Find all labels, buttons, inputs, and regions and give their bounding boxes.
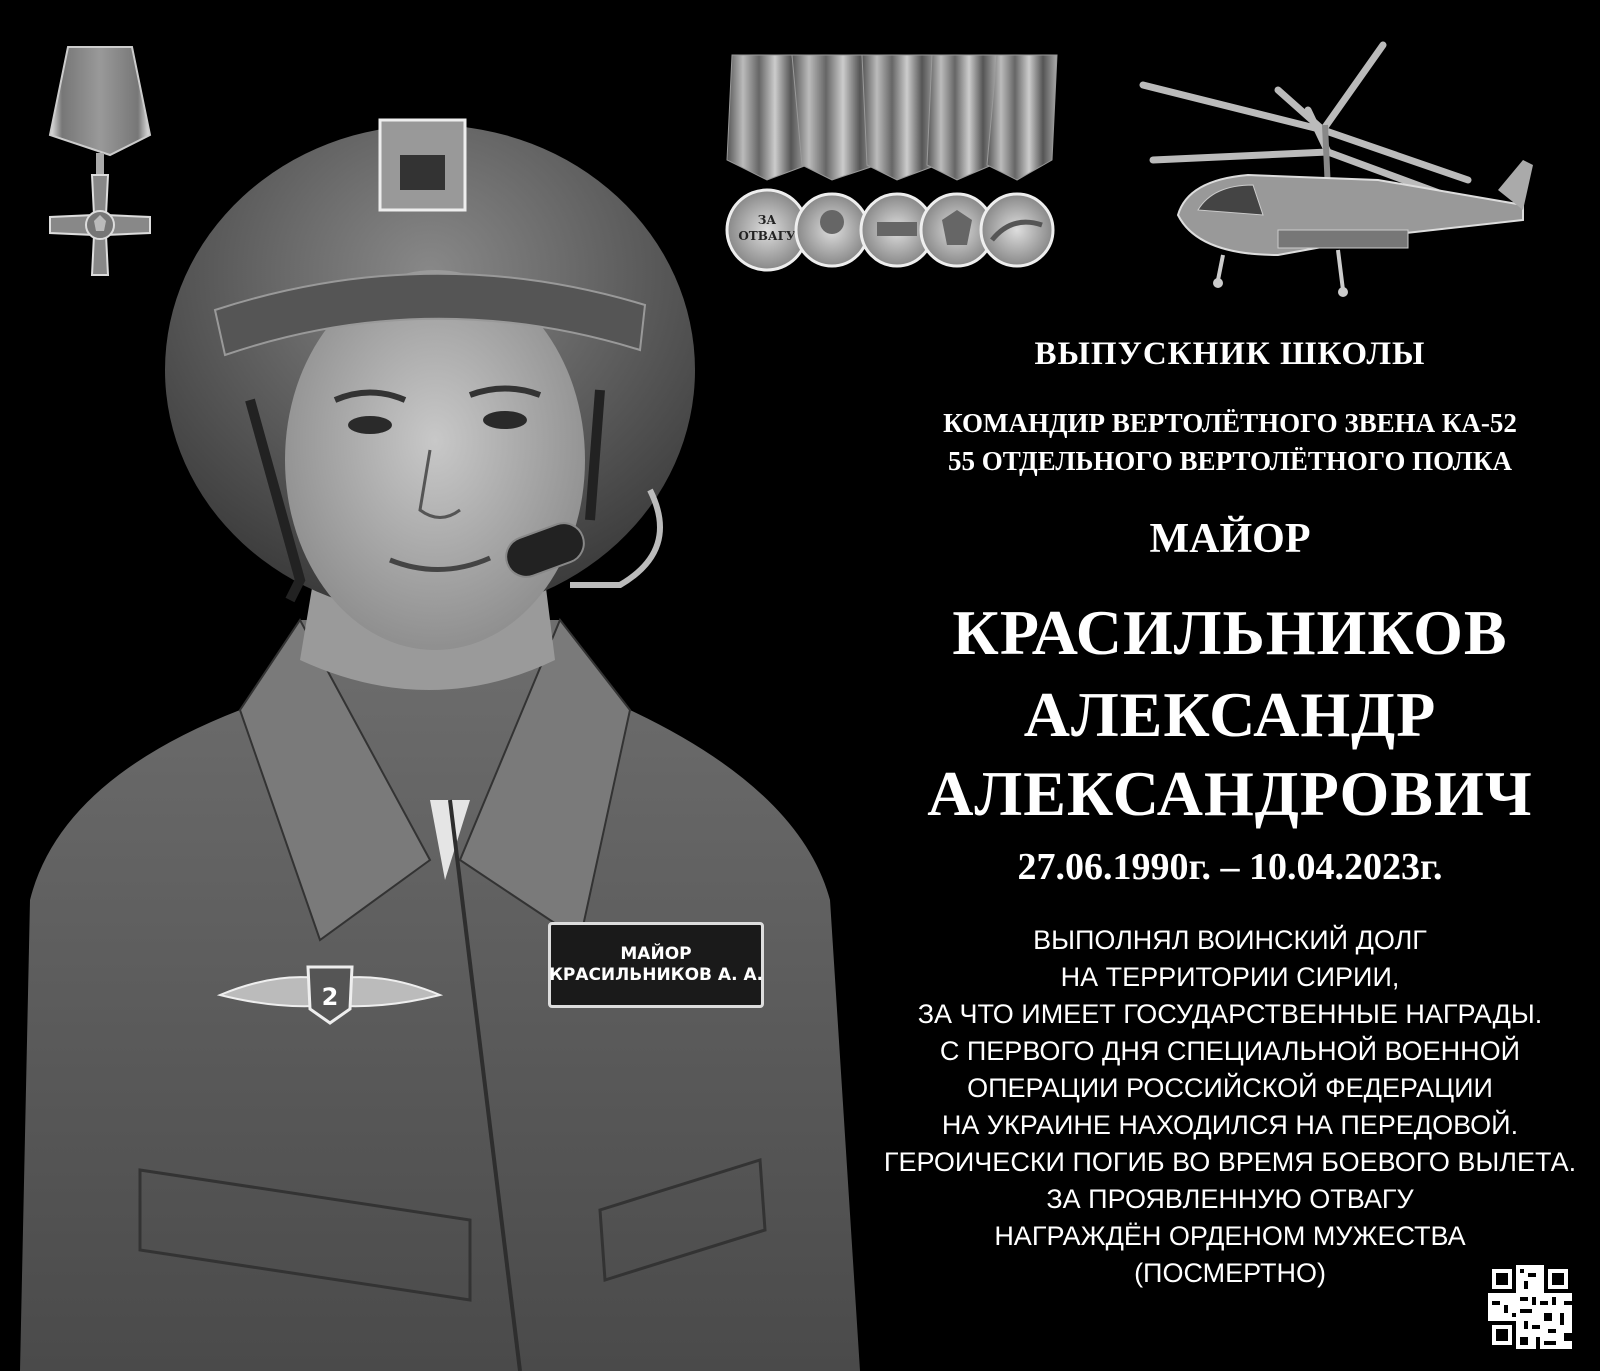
rank-title: МАЙОР	[1149, 516, 1311, 562]
epitaph-line: ЗА ЧТО ИМЕЕТ ГОСУДАРСТВЕННЫЕ НАГРАДЫ.	[917, 999, 1543, 1029]
name-tag-name: КРАСИЛЬНИКОВ А. А.	[548, 965, 764, 985]
medal-text-top: ЗА	[757, 213, 777, 227]
patronymic: АЛЕКСАНДРОВИЧ	[927, 758, 1533, 829]
epitaph-line: НА УКРАИНЕ НАХОДИЛСЯ НА ПЕРЕДОВОЙ.	[941, 1110, 1519, 1140]
name-tag-rank: МАЙОР	[620, 943, 692, 964]
graduate-line: ВЫПУСКНИК ШКОЛЫ	[1034, 336, 1426, 372]
epitaph-line: ВЫПОЛНЯЛ ВОИНСКИЙ ДОЛГ	[1033, 925, 1427, 955]
epitaph-line: ОПЕРАЦИИ РОССИЙСКОЙ ФЕДЕРАЦИИ	[967, 1073, 1493, 1103]
ka52-helicopter-icon	[1128, 40, 1548, 310]
epitaph-line: С ПЕРВОГО ДНЯ СПЕЦИАЛЬНОЙ ВОЕННОЙ	[939, 1036, 1521, 1066]
epitaph-line: НАГРАЖДЁН ОРДЕНОМ МУЖЕСТВА	[994, 1221, 1466, 1251]
position-line-2: 55 ОТДЕЛЬНОГО ВЕРТОЛЁТНОГО ПОЛКА	[948, 446, 1512, 476]
epitaph-line: НА ТЕРРИТОРИИ СИРИИ,	[1060, 962, 1400, 992]
epitaph-line: (ПОСМЕРТНО)	[1134, 1258, 1326, 1288]
medal-text-bottom: ОТВАГУ	[738, 229, 796, 243]
first-name: АЛЕКСАНДР	[1023, 679, 1437, 750]
life-dates: 27.06.1990г. – 10.04.2023г.	[1017, 846, 1443, 888]
wings-class-number: 2	[321, 983, 339, 1011]
position-line-1: КОМАНДИР ВЕРТОЛЁТНОГО ЗВЕНА КА-52	[943, 408, 1517, 438]
pilot-portrait	[0, 100, 880, 1371]
surname: КРАСИЛЬНИКОВ	[952, 597, 1508, 668]
epitaph	[860, 922, 1600, 1292]
name-tag	[548, 922, 764, 1008]
qr-code-icon[interactable]	[1488, 1265, 1572, 1349]
epitaph-line: ЗА ПРОЯВЛЕННУЮ ОТВАГУ	[1046, 1184, 1414, 1214]
epitaph-line: ГЕРОИЧЕСКИ ПОГИБ ВО ВРЕМЯ БОЕВОГО ВЫЛЕТА.	[883, 1147, 1577, 1177]
